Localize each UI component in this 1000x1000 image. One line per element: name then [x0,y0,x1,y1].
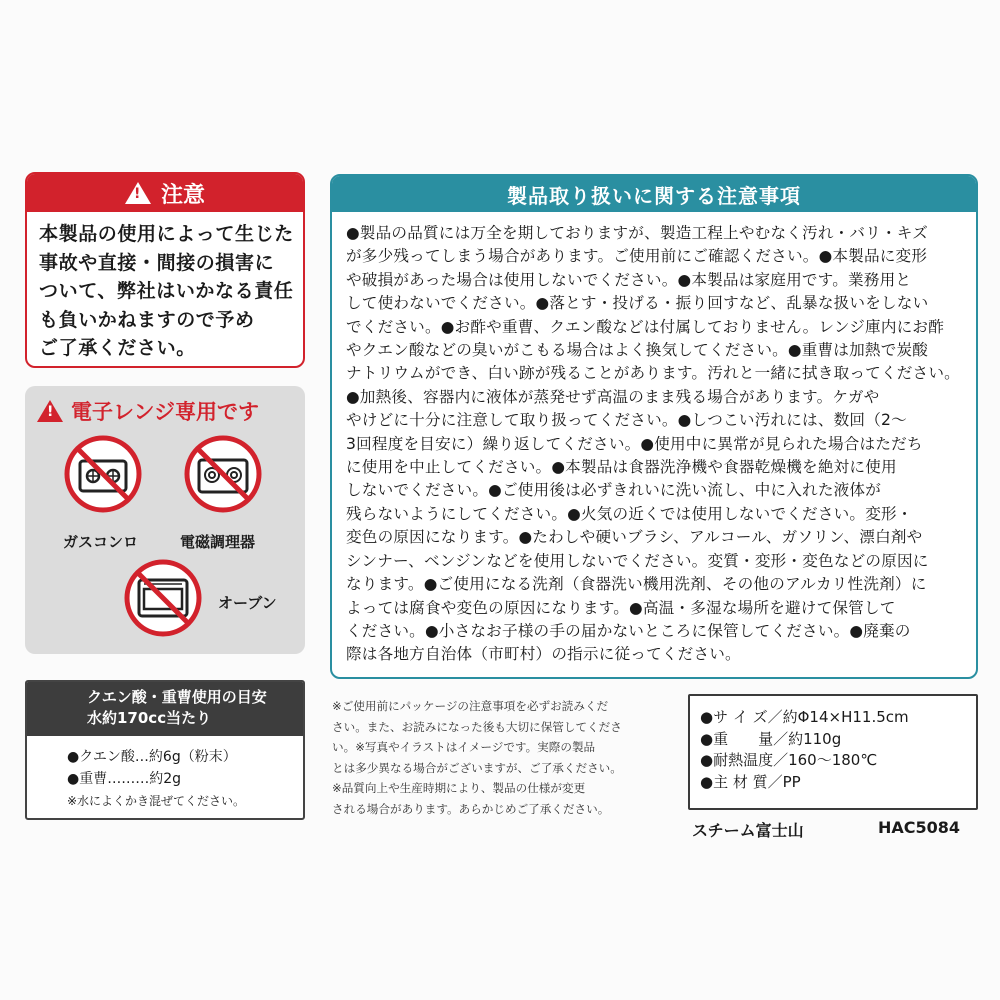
handling-line: シンナー、ベンジンなどを使用しないでください。変質・変形・変色などの原因に [346,551,929,570]
handling-line: や破損があった場合は使用しないでください。●本製品は家庭用です。業務用と [346,270,912,289]
handling-line: 3回程度を目安に）繰り返してください。●使用中に異常が見られた場合はただち [346,434,923,453]
microwave-only-title-text: 電子レンジ専用です [71,400,259,424]
note-line: される場合があります。あらかじめご了承ください。 [332,801,610,816]
baking-soda-amount: ●重曹………約2g [67,771,182,787]
citric-acid-guide-box [25,680,305,820]
note-line: い。※写真やイラストはイメージです。実際の製品 [332,740,596,754]
caution-line: も負いかねますので予め [39,308,255,331]
citric-acid-guide-header [27,682,303,736]
spec-heat-resistance: ●耐熱温度／160～180℃ [700,751,878,769]
caution-header [27,174,303,212]
spec-size: ●サ イ ズ／約Φ14×H11.5cm [700,708,909,726]
handling-precautions-title: 製品取り扱いに関する注意事項 [332,176,976,212]
citric-header-line: クエン酸・重曹使用の目安 [87,688,267,706]
caution-line: 事故や直接・間接の損害に [39,251,275,274]
note-line: とは多少異なる場合がございますが、ご了承ください。 [332,760,622,775]
handling-line: して使わないでください。●落とす・投げる・振り回すなど、乱暴な扱いをしない [346,294,929,313]
product-specs-box [688,694,978,810]
handling-line: が多少残ってしまう場合があります。ご使用前にご確認ください。●本製品に変形 [346,247,928,266]
caution-line: ご了承ください。 [39,337,196,359]
handling-line: 際は各地方自治体（市町村）の指示に従ってください。 [346,645,741,664]
note-line: さい。また、お読みになった後も大切に保管してくださ [332,719,622,734]
microwave-only-box [25,386,305,654]
caution-line: ついて、弊社はいかなる責任 [39,280,294,302]
handling-line: 残らないようにしてください。●火気の近くでは使用しないでください。変形・ [346,504,913,523]
gas-stove-label: ガスコンロ [63,533,139,551]
citric-acid-guide-body [27,736,303,812]
caution-box [25,172,305,368]
microwave-only-title [37,396,259,426]
product-name: スチーム富士山 [692,821,804,840]
warning-icon: ! [37,400,63,422]
oven-prohibited-icon [123,558,203,638]
handling-line: なります。●ご使用になる洗剤（食器洗い機用洗剤、その他のアルカリ性洗剤）に [346,575,927,594]
citric-acid-amount: ●クエン酸…約6g（粉末） [67,749,237,765]
product-code: HAC5084 [878,818,961,837]
spec-material: ●主 材 質／PP [700,772,801,791]
handling-line: でください。●お酢や重曹、クエン酸などは付属しておりません。レンジ庫内にお酢 [346,317,945,336]
citric-header-line: 水約170cc当たり [87,709,212,727]
handling-line: ●製品の品質には万全を期しておりますが、製造工程上やむなく汚れ・バリ・キズ [346,224,929,242]
caution-title: 注意 [160,182,205,208]
handling-precautions-text [332,212,976,667]
spec-weight: ●重 量／約110g [700,729,842,748]
induction-cooker-label: 電磁調理器 [180,533,256,551]
handling-line: やクエン酸などの臭いがこもる場合はよく換気してください。●重曹は加熱で炭酸 [346,341,929,360]
handling-line: 変色の原因になります。●たわしや硬いブラシ、アルコール、ガソリン、漂白剤や [346,528,923,547]
gas-stove-prohibited-icon [63,434,143,514]
handling-line: やけどに十分に注意して取り扱ってください。●しつこい汚れには、数回（2～ [346,411,907,430]
warning-icon: ! [125,182,151,204]
handling-line: ください。●小さなお子様の手の届かないところに保管してください。●廃棄の [346,621,911,640]
handling-line: ●加熱後、容器内に液体が蒸発せず高温のまま残る場合があります。ケガや [346,387,880,406]
handling-line: よっては腐食や変色の原因になります。●高温・多湿な場所を避けて保管して [346,598,896,617]
induction-cooker-prohibited-icon [183,434,263,514]
handling-precautions-box [330,174,978,679]
handling-line: に使用を中止してください。●本製品は食器洗浄機や食器乾燥機を絶対に使用 [346,458,897,477]
handling-line: ナトリウムができ、白い跡が残ることがあります。汚れと一緒に拭き取ってください。 [346,364,960,383]
caution-text [27,212,303,363]
caution-line: 本製品の使用によって生じた [39,223,294,245]
package-notes [332,696,672,819]
note-line: ※品質向上や生産時期により、製品の仕様が変更 [332,781,586,795]
handling-line: しないでください。●ご使用後は必ずきれいに洗い流し、中に入れた液体が [346,481,882,500]
note-line: ※ご使用前にパッケージの注意事項を必ずお読みくだ [332,699,609,713]
citric-note: ※水によくかき混ぜてください。 [67,794,246,808]
oven-label: オーブン [218,594,277,612]
